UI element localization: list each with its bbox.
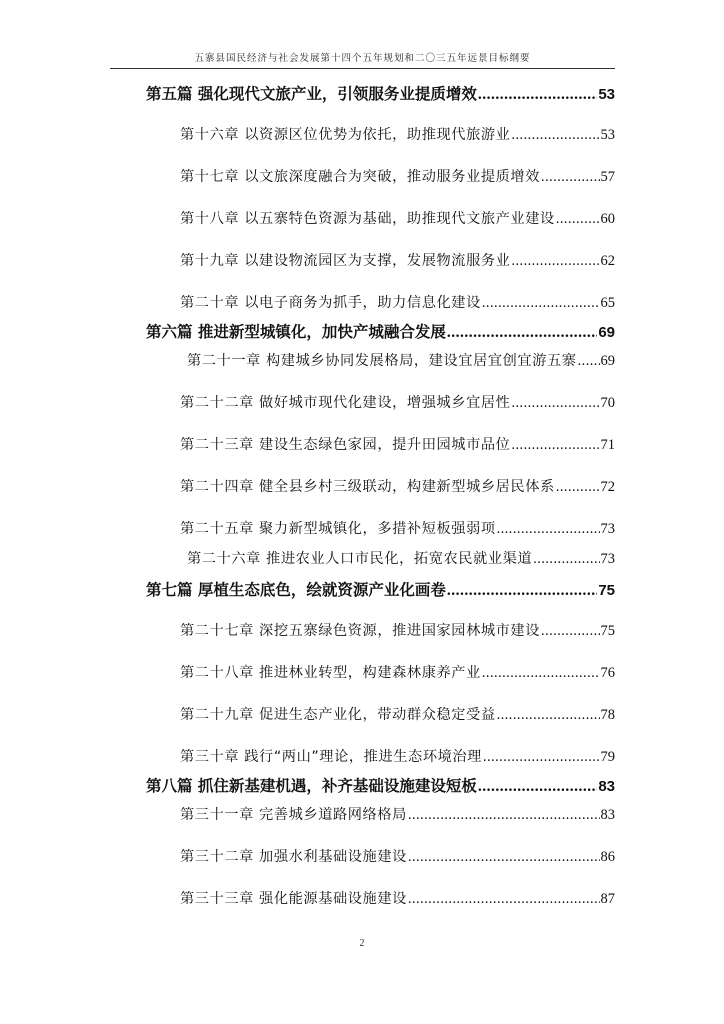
toc-entry-title: 第二十章 以电子商务为抓手，助力信息化建设	[180, 295, 481, 311]
dot-leader	[578, 353, 600, 370]
dot-leader	[541, 169, 599, 186]
toc-entry-title: 第二十八章 推进林业转型，构建森林康养产业	[180, 665, 481, 681]
toc-entry-page: 86	[600, 849, 615, 865]
toc-entry-page: 72	[600, 479, 615, 495]
toc-entry-page: 69	[598, 324, 615, 341]
toc-part-entry[interactable]	[146, 320, 615, 342]
toc-entry-page: 78	[600, 707, 615, 723]
toc-entry-page: 71	[600, 437, 615, 453]
toc-entry-title: 第十六章 以资源区位优势为依托，助推现代旅游业	[180, 127, 511, 143]
toc-chapter-entry[interactable]	[180, 476, 615, 496]
page-number: 2	[359, 938, 365, 949]
toc-entry-page: 69	[600, 353, 615, 369]
toc-entry-title: 第十七章 以文旅深度融合为突破，推动服务业提质增效	[180, 169, 541, 185]
dot-leader	[497, 521, 600, 538]
dot-leader	[447, 582, 597, 600]
toc-entry-page: 73	[600, 521, 615, 537]
toc-entry-title: 第五篇 强化现代文旅产业，引领服务业提质增效	[146, 85, 477, 103]
toc-entry-page: 70	[600, 395, 615, 411]
toc-chapter-entry[interactable]	[180, 846, 615, 866]
toc-entry-title: 第二十五章 聚力新型城镇化，多措补短板强弱项	[180, 521, 496, 537]
toc-chapter-entry[interactable]	[180, 888, 615, 908]
dot-leader	[482, 295, 600, 312]
toc-entry-page: 57	[600, 169, 615, 185]
dot-leader	[541, 623, 599, 640]
toc-chapter-entry[interactable]	[187, 350, 615, 370]
toc-chapter-entry[interactable]	[180, 166, 615, 186]
toc-entry-title: 第二十二章 做好城市现代化建设，增强城乡宜居性	[180, 395, 511, 411]
dot-leader	[478, 778, 597, 796]
toc-entry-title: 第二十六章 推进农业人口市民化，拓宽农民就业渠道	[187, 551, 533, 567]
toc-chapter-entry[interactable]	[180, 704, 615, 724]
dot-leader	[408, 807, 600, 824]
dot-leader	[511, 127, 599, 144]
dot-leader	[478, 86, 597, 104]
toc-entry-title: 第六篇 推进新型城镇化，加快产城融合发展	[146, 323, 446, 341]
toc-part-entry[interactable]	[146, 774, 615, 796]
toc-chapter-entry[interactable]	[180, 804, 615, 824]
dot-leader	[408, 849, 600, 866]
toc-entry-page: 87	[600, 891, 615, 907]
toc-entry-title: 第三十一章 完善城乡道路网络格局	[180, 807, 407, 823]
toc-chapter-entry[interactable]	[180, 620, 615, 640]
toc-chapter-entry[interactable]	[180, 746, 615, 766]
dot-leader	[511, 437, 599, 454]
toc-entry-title: 第二十一章 构建城乡协同发展格局，建设宜居宜创宜游五寨	[187, 353, 577, 369]
dot-leader	[483, 749, 600, 766]
toc-entry-page: 65	[600, 295, 615, 311]
toc-entry-title: 第八篇 抓住新基建机遇，补齐基础设施建设短板	[146, 777, 477, 795]
toc-entry-title: 第十九章 以建设物流园区为支撑，发展物流服务业	[180, 253, 511, 269]
toc-entry-page: 60	[600, 211, 615, 227]
toc-entry-title: 第七篇 厚植生态底色，绘就资源产业化画卷	[146, 581, 446, 599]
dot-leader	[447, 324, 597, 342]
dot-leader	[497, 707, 600, 724]
toc-entry-page: 62	[600, 253, 615, 269]
dot-leader	[511, 253, 599, 270]
toc-entry-page: 83	[600, 807, 615, 823]
toc-entry-title: 第二十三章 建设生态绿色家园，提升田园城市品位	[180, 437, 511, 453]
toc-entry-page: 76	[600, 665, 615, 681]
toc-part-entry[interactable]	[146, 578, 615, 600]
toc-entry-title: 第十八章 以五寨特色资源为基础，助推现代文旅产业建设	[180, 211, 555, 227]
toc-entry-title: 第三十章 践行“两山”理论，推进生态环境治理	[180, 749, 482, 765]
toc-entry-page: 53	[598, 86, 615, 103]
toc-entry-page: 73	[600, 551, 615, 567]
dot-leader	[533, 551, 599, 568]
toc-chapter-entry[interactable]	[180, 392, 615, 412]
toc-chapter-entry[interactable]	[180, 434, 615, 454]
dot-leader	[482, 665, 600, 682]
toc-entry-page: 83	[598, 778, 615, 795]
toc-entry-page: 75	[600, 623, 615, 639]
toc-entry-page: 75	[598, 582, 615, 599]
dot-leader	[511, 395, 599, 412]
toc-entry-title: 第三十三章 强化能源基础设施建设	[180, 891, 407, 907]
toc-chapter-entry[interactable]	[180, 124, 615, 144]
toc-entry-title: 第二十七章 深挖五寨绿色资源，推进国家园林城市建设	[180, 623, 541, 639]
toc-entry-title: 第二十九章 促进生态产业化，带动群众稳定受益	[180, 707, 496, 723]
toc-entry-page: 53	[600, 127, 615, 143]
toc-entry-title: 第三十二章 加强水利基础设施建设	[180, 849, 407, 865]
dot-leader	[408, 891, 600, 908]
toc-chapter-entry[interactable]	[180, 518, 615, 538]
header-rule	[110, 68, 615, 69]
toc-chapter-entry[interactable]	[187, 548, 615, 568]
toc-chapter-entry[interactable]	[180, 208, 615, 228]
toc-entry-title: 第二十四章 健全县乡村三级联动，构建新型城乡居民体系	[180, 479, 555, 495]
dot-leader	[556, 211, 600, 228]
toc-chapter-entry[interactable]	[180, 250, 615, 270]
toc-part-entry[interactable]	[146, 82, 615, 104]
toc-entry-page: 79	[600, 749, 615, 765]
toc-chapter-entry[interactable]	[180, 292, 615, 312]
toc-chapter-entry[interactable]	[180, 662, 615, 682]
dot-leader	[556, 479, 600, 496]
running-header: 五寨县国民经济与社会发展第十四个五年规划和二〇三五年远景目标纲要	[194, 53, 531, 64]
